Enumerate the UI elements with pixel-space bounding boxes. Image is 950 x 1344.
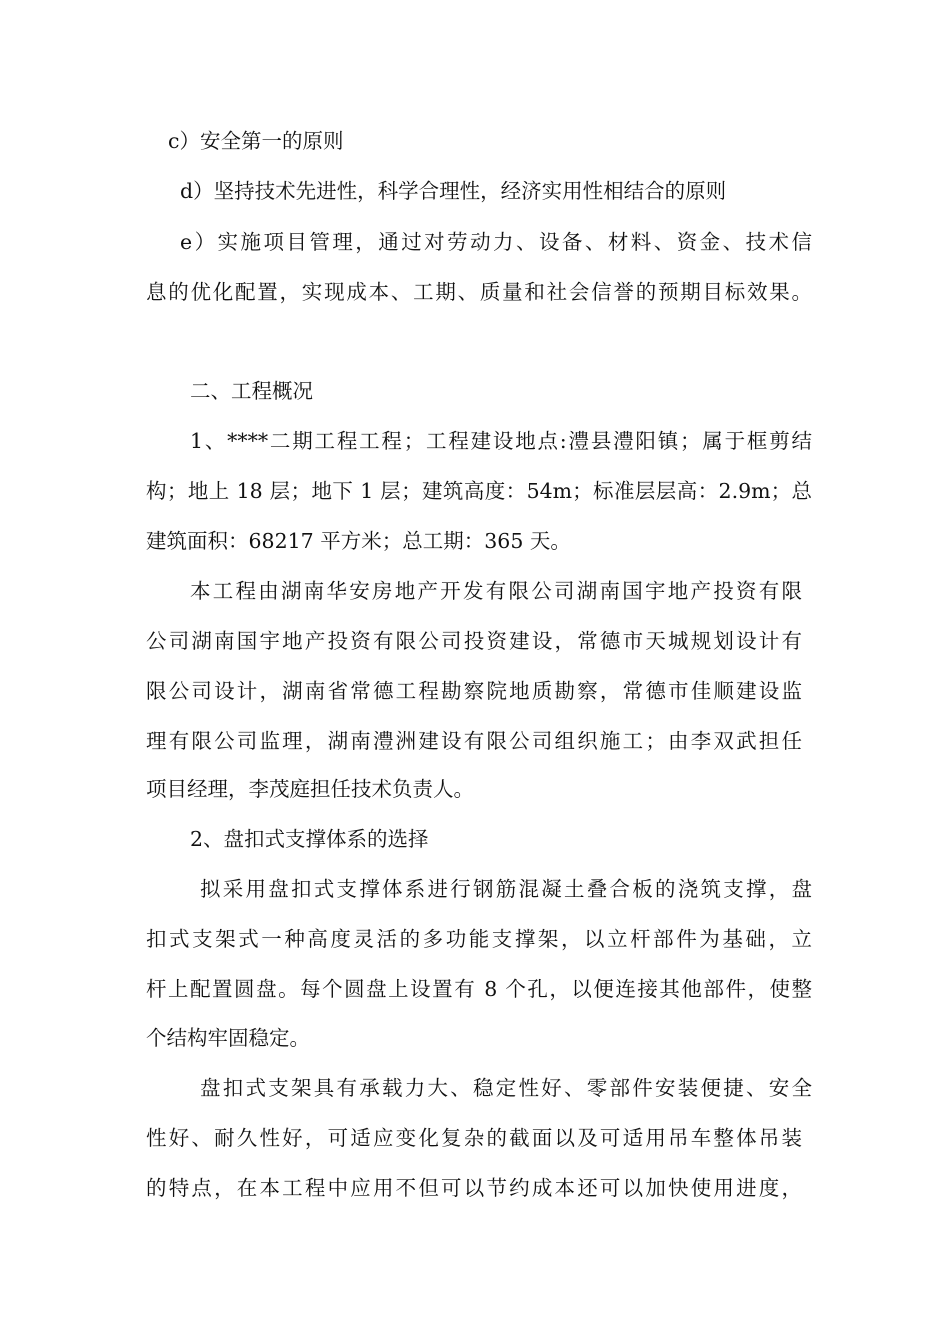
section-heading: 二、工程概况 [190, 379, 313, 403]
support-para1-line4: 个结构牢固稳定。 [146, 1026, 310, 1050]
parties-line1: 本工程由湖南华安房地产开发有限公司湖南国宇地产投资有限 [190, 579, 802, 603]
overview-line3: 建筑面积：68217 平方米；总工期：365 天。 [146, 529, 571, 553]
support-para2-line1: 盘扣式支架具有承载力大、稳定性好、零部件安装便捷、安全 [200, 1076, 812, 1100]
support-para1-line1: 拟采用盘扣式支撑体系进行钢筋混凝土叠合板的浇筑支撑，盘 [200, 877, 812, 901]
overview-line1: 1、****二期工程工程；工程建设地点:澧县澧阳镇；属于框剪结 [190, 429, 812, 453]
principle-d: d）坚持技术先进性，科学合理性，经济实用性相结合的原则 [180, 179, 727, 203]
support-para1-line2: 扣式支架式一种高度灵活的多功能支撑架，以立杆部件为基础，立 [146, 927, 812, 951]
support-para2-line2: 性好、耐久性好，可适应变化复杂的截面以及可适用吊车整体吊装 [146, 1126, 802, 1150]
principle-c: c）安全第一的原则 [168, 129, 344, 153]
parties-line3: 限公司设计，湖南省常德工程勘察院地质勘察，常德市佳顺建设监 [146, 679, 802, 703]
overview-line2: 构；地上 18 层；地下 1 层；建筑高度：54m；标准层层高：2.9m；总 [146, 479, 812, 503]
parties-line2: 公司湖南国宇地产投资有限公司投资建设，常德市天城规划设计有 [146, 629, 802, 653]
support-para2-line3: 的特点，在本工程中应用不但可以节约成本还可以加快使用进度， [146, 1176, 802, 1200]
support-para1-line3: 杆上配置圆盘。每个圆盘上设置有 8 个孔，以便连接其他部件，使整 [146, 977, 812, 1001]
subheading-support-system: 2、盘扣式支撑体系的选择 [190, 827, 429, 851]
principle-e-line1: e）实施项目管理，通过对劳动力、设备、材料、资金、技术信 [180, 230, 812, 254]
parties-line4: 理有限公司监理，湖南澧洲建设有限公司组织施工；由李双武担任 [146, 729, 802, 753]
parties-line5: 项目经理，李茂庭担任技术负责人。 [146, 777, 474, 801]
principle-e-line2: 息的优化配置，实现成本、工期、质量和社会信誉的预期目标效果。 [146, 280, 812, 304]
